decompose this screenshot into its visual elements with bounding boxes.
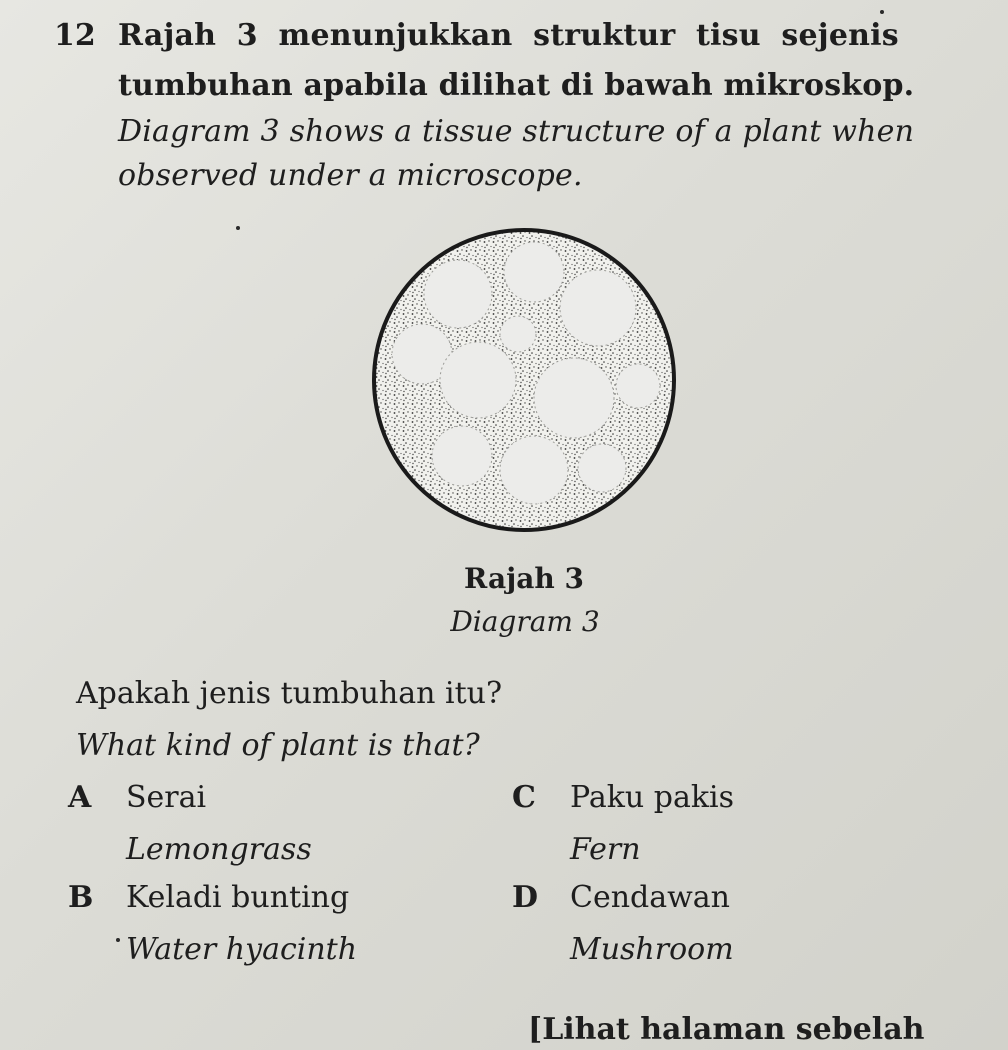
air-space	[440, 342, 516, 418]
next-page-note: [Lihat halaman sebelah	[528, 1012, 925, 1047]
air-space	[616, 364, 660, 408]
option-a-malay: Serai	[126, 780, 207, 815]
option-c-english: Fern	[570, 832, 641, 867]
option-b-malay: Keladi bunting	[126, 880, 350, 915]
question-text-malay-line-2: tumbuhan apabila dilihat di bawah mikroskop.	[118, 68, 915, 103]
option-a-letter: A	[68, 780, 92, 815]
option-d[interactable]	[512, 880, 734, 967]
air-space	[432, 426, 492, 486]
option-c-malay: Paku pakis	[570, 780, 735, 815]
tissue-cross-section-diagram	[366, 222, 682, 538]
option-b-letter: B	[68, 880, 94, 915]
paper-speck	[880, 10, 884, 14]
prompt-malay: Apakah jenis tumbuhan itu?	[76, 676, 503, 711]
option-b[interactable]	[68, 880, 358, 967]
air-space	[500, 316, 536, 352]
question-text-english-line-2: observed under a microscope.	[118, 158, 583, 193]
option-b-english: Water hyacinth	[126, 932, 358, 967]
question-text-english-line-1: Diagram 3 shows a tissue structure of a plant when	[118, 114, 915, 149]
air-space	[424, 260, 492, 328]
air-space	[560, 270, 636, 346]
air-space	[534, 358, 614, 438]
option-c[interactable]	[512, 780, 735, 867]
option-c-letter: C	[512, 780, 536, 815]
paper-speck	[116, 938, 120, 942]
question-text-malay-line-1: Rajah 3 menunjukkan struktur tisu sejenis	[118, 18, 899, 53]
air-space	[578, 444, 626, 492]
question-number: 12	[54, 18, 96, 53]
option-d-malay: Cendawan	[570, 880, 731, 915]
diagram-caption-english: Diagram 3	[450, 605, 600, 638]
option-d-letter: D	[512, 880, 539, 915]
option-a-english: Lemongrass	[126, 832, 312, 867]
air-space	[500, 436, 568, 504]
option-a[interactable]	[68, 780, 312, 867]
option-d-english: Mushroom	[570, 932, 734, 967]
paper-speck	[236, 226, 240, 230]
air-space	[504, 242, 564, 302]
diagram-caption-malay: Rajah 3	[464, 562, 584, 595]
prompt-english: What kind of plant is that?	[76, 728, 480, 763]
